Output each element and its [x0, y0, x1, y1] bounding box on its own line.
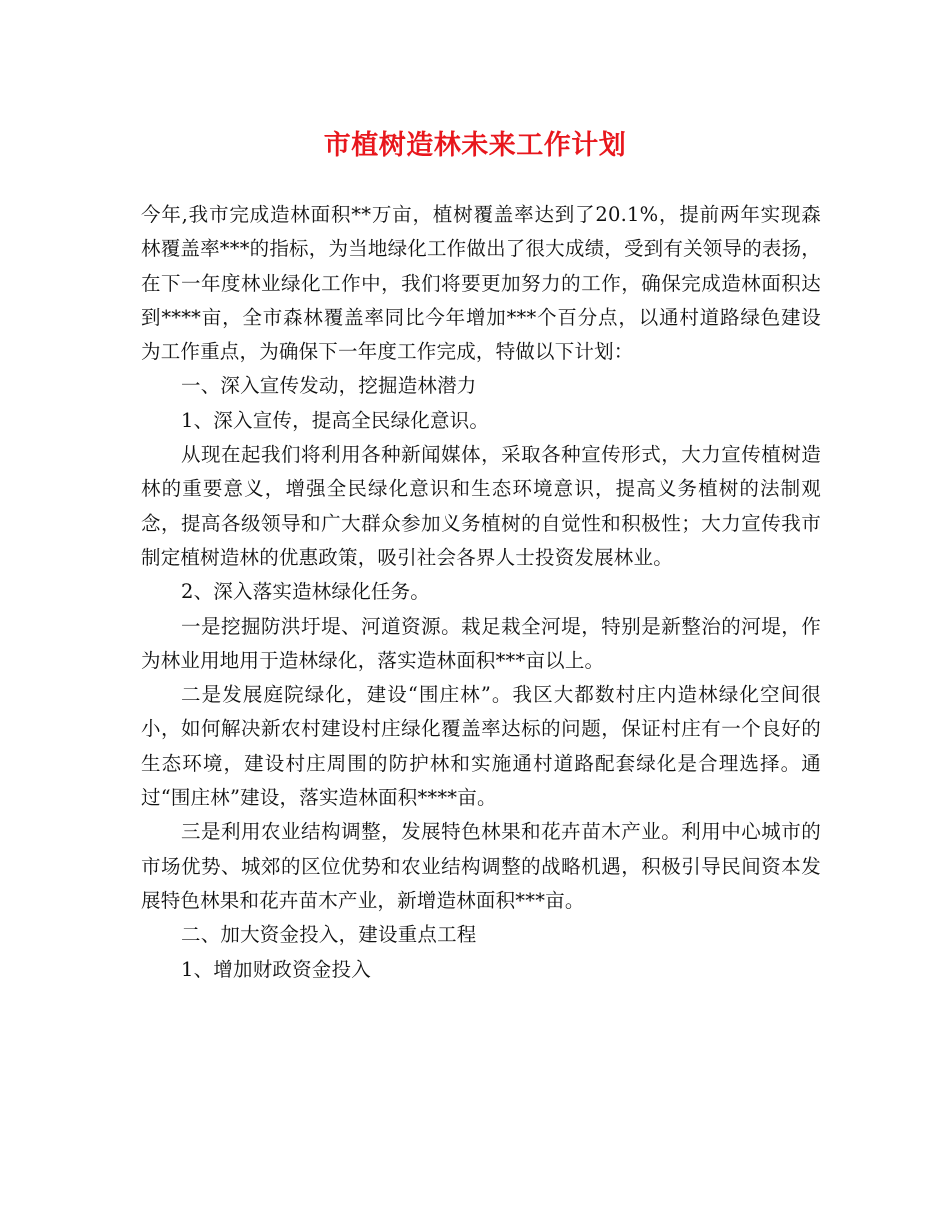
document-title: 市植树造林未来工作计划 [323, 130, 627, 161]
document-body [141, 198, 821, 987]
body-paragraph: 三是利用农业结构调整，发展特色林果和花卉苗木产业。利用中心城市的市场优势、城郊的区位优势和农业结构调整的战略机遇，积极引导民间资本发展特色林果和花卉苗木产业，新增造林面积***亩。 [141, 820, 821, 912]
body-paragraph: 二是发展庭院绿化，建设“围庄林”。我区大都数村庄内造林绿化空间很小，如何解决新农村建设村庄绿化覆盖率达标的问题，保证村庄有一个良好的生态环境，建设村庄周围的防护林和实施通村道路配套绿化是合理选择。通过“围庄林”建设，落实造林面积****亩。 [141, 683, 821, 810]
section-heading-1: 一、深入宣传发动，挖掘造林潜力 [181, 374, 477, 398]
section-heading-2: 二、加大资金投入，建设重点工程 [181, 923, 477, 947]
intro-paragraph: 今年,我市完成造林面积**万亩，植树覆盖率达到了20.1%，提前两年实现森林覆盖率***的指标，为当地绿化工作做出了很大成绩，受到有关领导的表扬，在下一年度林业绿化工作中，我们将要更加努力的工作，确保完成造林面积达到****亩，全市森林覆盖率同比今年增加***个百分点，以通村道路绿色建设为工作重点，为确保下一年度工作完成，特做以下计划： [141, 203, 821, 364]
body-paragraph: 一是挖掘防洪圩堤、河道资源。栽足栽全河堤，特别是新整治的河堤，作为林业用地用于造林绿化，落实造林面积***亩以上。 [141, 614, 821, 672]
subheading-1-1: 1、深入宣传，提高全民绿化意识。 [181, 408, 490, 432]
subheading-2-1: 1、增加财政资金投入 [181, 957, 371, 981]
subheading-1-2: 2、深入落实造林绿化任务。 [181, 580, 431, 604]
body-paragraph: 从现在起我们将利用各种新闻媒体，采取各种宣传形式，大力宣传植树造林的重要意义，增强全民绿化意识和生态环境意识，提高义务植树的法制观念，提高各级领导和广大群众参加义务植树的自觉性和积极性；大力宣传我市制定植树造林的优惠政策，吸引社会各界人士投资发展林业。 [141, 443, 821, 569]
